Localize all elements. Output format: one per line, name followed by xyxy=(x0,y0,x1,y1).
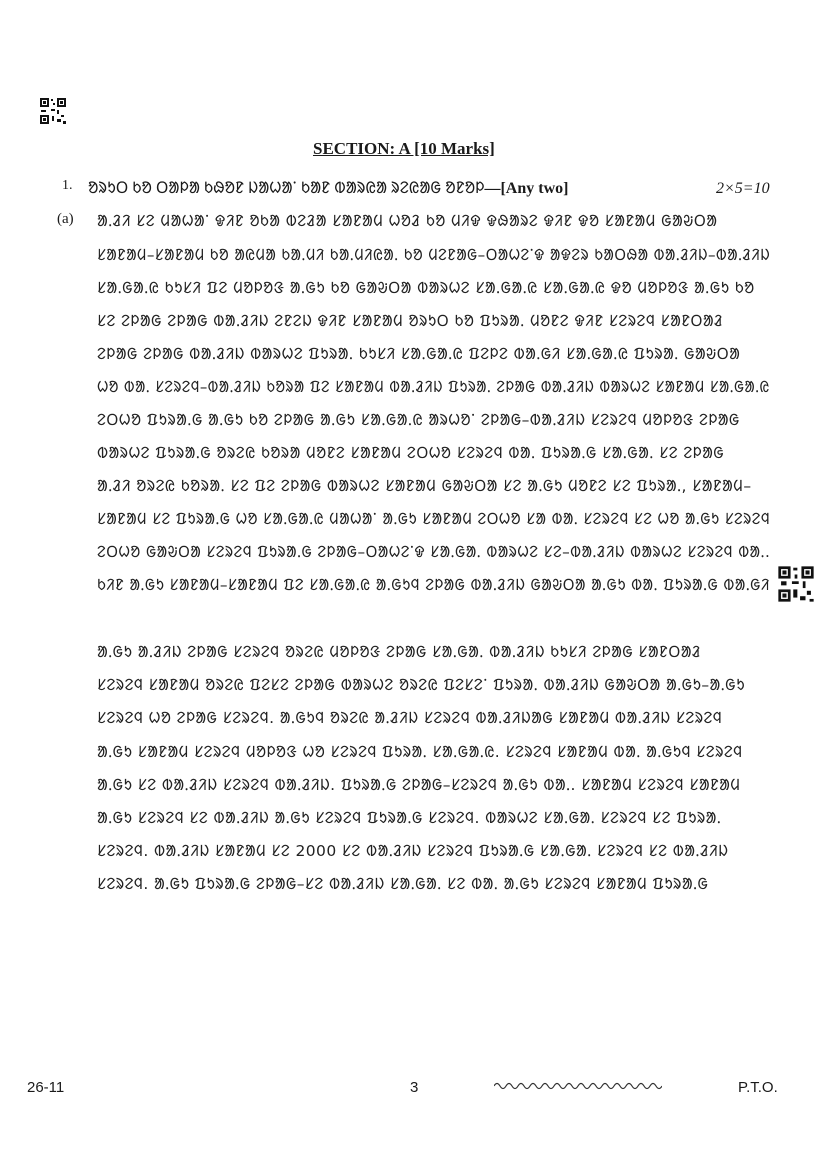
body-line: ᱥᱮᱨᱮᱧ. ᱵᱟᱹᱲᱤᱡ ᱥᱟᱱᱟᱢ ᱥᱮ 2000 ᱥᱮ ᱵᱟᱹᱲᱤᱡ ᱥᱮᱨᱮᱧ ᱯᱩᱨᱟᱹᱜ ᱥᱟᱹᱜᱟᱹ ᱥᱮᱨᱮᱧ ᱥᱮ ᱵᱟᱹᱲᱤᱡ xyxy=(97,842,729,860)
body-line: ᱟᱹᱜᱩ ᱥᱟᱱᱟᱢ ᱥᱮᱨᱮᱧ ᱢᱚᱞᱚᱝ ᱦᱚ ᱥᱮᱨᱮᱧ ᱯᱩᱨᱟᱹ ᱥᱟᱹᱜᱟᱹᱭ. ᱥᱮᱨᱮᱧ ᱥᱟᱱᱟᱢ ᱵᱟᱹ ᱟᱹᱜᱩᱧ ᱥᱮᱨᱮᱧ xyxy=(97,743,743,761)
page-number: 3 xyxy=(410,1079,419,1096)
body-line: ᱮᱞᱟᱜ ᱮᱞᱟᱜ ᱵᱟᱹᱲᱤᱡ ᱵᱟᱨᱦᱮ ᱯᱩᱨᱟᱹ ᱠᱩᱥᱤ ᱥᱟᱹᱜᱟᱹᱭ ᱯᱮᱞᱮ ᱵᱟᱹᱜᱤ ᱥᱟᱹᱜᱟᱹᱭ ᱯᱩᱨᱟᱹ ᱜᱟᱶᱛᱟ xyxy=(97,345,741,363)
body-line: ᱥᱟᱹᱜᱟᱹᱭ ᱠᱩᱥᱤ ᱯᱮ ᱢᱚᱞᱚᱝ ᱟᱹᱜᱩ ᱠᱚ ᱜᱟᱶᱛᱟ ᱵᱟᱨᱦᱮ ᱥᱟᱹᱜᱟᱹᱭ ᱥᱟᱹᱜᱟᱹᱭ ᱫᱚ ᱢᱚᱞᱚᱝ ᱟᱹᱜᱩ ᱠᱚ xyxy=(97,279,755,297)
body-line: ᱵᱟᱨᱦᱮ ᱯᱩᱨᱟᱹᱜ ᱚᱨᱮᱭ ᱠᱚᱨᱟ ᱢᱚᱱᱮ ᱥᱟᱱᱟᱢ ᱮᱛᱦᱚ ᱥᱮᱨᱮᱧ ᱵᱟᱹ ᱯᱩᱨᱟᱹᱜ ᱥᱟᱹᱜᱟᱹ ᱥᱮ ᱮᱞᱟᱜ xyxy=(97,444,725,462)
body-line: ᱟᱹᱜᱩ ᱥᱮᱨᱮᱧ ᱥᱮ ᱵᱟᱹᱲᱤᱡ ᱟᱹᱜᱩ ᱥᱮᱨᱮᱧ ᱯᱩᱨᱟᱹᱜ ᱥᱮᱨᱮᱧ. ᱵᱟᱨᱦᱮ ᱥᱟᱹᱜᱟᱹ ᱥᱮᱨᱮᱧ ᱥᱮ ᱯᱩᱨᱟᱹ xyxy=(97,809,722,827)
question-prompt-tag: —[Any two] xyxy=(484,180,569,197)
body-line: ᱥᱟᱱᱟᱢ ᱥᱮ ᱯᱩᱨᱟᱹᱜ ᱦᱚ ᱥᱟᱹᱜᱟᱹᱭ ᱢᱟᱦᱟᱸ ᱟᱹᱜᱩ ᱥᱟᱱᱟᱢ ᱮᱛᱦᱚ ᱥᱟ ᱵᱟᱹ ᱥᱮᱨᱮᱧ ᱥᱮ ᱦᱚ ᱟᱹᱜᱩ ᱥᱮᱨᱮᱧ xyxy=(97,510,771,528)
body-line: ᱟᱹᱲᱤ ᱥᱮ ᱢᱟᱦᱟᱸ ᱫᱤᱱ ᱚᱠᱟ ᱵᱮᱲᱟ ᱥᱟᱱᱟᱢ ᱦᱚᱲ ᱠᱚ ᱢᱤᱫ ᱫᱷᱟᱨᱮ ᱫᱤᱱ ᱫᱚ ᱥᱟᱱᱟᱢ ᱜᱟᱶᱛᱟ xyxy=(97,212,718,230)
body-line: ᱟᱹᱜᱩ ᱥᱮ ᱵᱟᱹᱲᱤᱡ ᱥᱮᱨᱮᱧ ᱵᱟᱹᱲᱤᱡ. ᱯᱩᱨᱟᱹᱜ ᱮᱞᱟᱜ–ᱥᱮᱨᱮᱧ ᱟᱹᱜᱩ ᱵᱟᱹ. ᱥᱟᱱᱟᱢ ᱥᱮᱨᱮᱧ ᱥᱟᱱᱟᱢ xyxy=(97,776,741,794)
body-line: ᱮᱛᱦᱚ ᱯᱩᱨᱟᱹᱜ ᱟᱹᱜᱩ ᱠᱚ ᱮᱞᱟᱜ ᱟᱹᱜᱩ ᱥᱟᱹᱜᱟᱹᱭ ᱟᱨᱦᱚᱸ ᱮᱞᱟᱜ–ᱵᱟᱹᱲᱤᱡ ᱥᱮᱨᱮᱧ ᱢᱚᱞᱚᱝ ᱮᱞᱟᱜ xyxy=(97,411,740,429)
body-line: ᱥᱟᱱᱟᱢ–ᱥᱟᱱᱟᱢ ᱠᱚ ᱟᱭᱢᱟ ᱠᱟᱹᱢᱤ ᱠᱟᱹᱢᱤᱭᱟᱹ ᱠᱚ ᱢᱮᱱᱟᱜ–ᱛᱟᱦᱮᱸᱫ ᱟᱫᱮᱨ ᱠᱟᱛᱷᱟ ᱵᱟᱹᱲᱤᱡ–ᱵᱟᱹᱲᱤᱡ xyxy=(97,246,771,264)
qr-code-icon xyxy=(39,97,67,125)
body-line: ᱟᱹᱲᱤ ᱚᱨᱮᱭ ᱠᱚᱨᱟᱹ ᱥᱮ ᱯᱮ ᱮᱞᱟᱜ ᱵᱟᱨᱦᱮ ᱥᱟᱱᱟᱢ ᱜᱟᱶᱛᱟ ᱥᱮ ᱟᱹᱜᱩ ᱢᱚᱱᱮ ᱥᱮ ᱯᱩᱨᱟᱹ, ᱥᱟᱱᱟᱢ– xyxy=(97,477,752,495)
body-line: ᱥᱮ ᱮᱞᱟᱜ ᱮᱞᱟᱜ ᱵᱟᱹᱲᱤᱡ ᱮᱱᱮᱡ ᱫᱤᱱ ᱥᱟᱱᱟᱢ ᱚᱨᱩᱛ ᱠᱚ ᱯᱩᱨᱟᱹ ᱢᱚᱱᱮ ᱫᱤᱱ ᱥᱮᱨᱮᱧ ᱥᱟᱱᱛᱟᱲ xyxy=(97,312,724,330)
part-label: (a) xyxy=(57,211,74,227)
question-marks: 2×5=10 xyxy=(716,180,770,197)
body-line: ᱥᱮᱨᱮᱧ ᱥᱟᱱᱟᱢ ᱚᱨᱮᱭ ᱯᱮᱥᱮ ᱮᱞᱟᱜ ᱵᱟᱨᱦᱮ ᱚᱨᱮᱭ ᱯᱮᱥᱮᱸ ᱯᱩᱨᱟᱹ ᱵᱟᱹᱲᱤᱡ ᱜᱟᱶᱛᱟ ᱟᱹᱜᱩ–ᱟᱹᱜᱩ xyxy=(97,676,745,694)
section-title: SECTION: A [10 Marks] xyxy=(313,139,495,158)
wavy-divider-icon xyxy=(494,1080,662,1092)
body-line: ᱥᱮᱨᱮᱧ. ᱟᱹᱜᱩ ᱯᱩᱨᱟᱹᱜ ᱮᱞᱟᱜ–ᱥᱮ ᱵᱟᱹᱲᱤᱡ ᱥᱟᱹᱜᱟᱹ ᱥᱮ ᱵᱟᱹ ᱟᱹᱜᱩ ᱥᱮᱨᱮᱧ ᱥᱟᱱᱟᱢ ᱯᱩᱨᱟᱹᱜ xyxy=(97,875,709,893)
body-line: ᱥᱮᱨᱮᱧ ᱦᱚ ᱮᱞᱟᱜ ᱥᱮᱨᱮᱧ. ᱟᱹᱜᱩᱧ ᱚᱨᱮᱭ ᱟᱹᱲᱤᱡ ᱥᱮᱨᱮᱧ ᱵᱟᱹᱲᱤᱡᱟᱜ ᱥᱟᱱᱟᱢ ᱵᱟᱹᱲᱤᱡ ᱥᱮᱨᱮᱧ xyxy=(97,709,723,727)
paper-code: 26-11 xyxy=(27,1079,65,1096)
body-line: ᱠᱤᱱ ᱟᱹᱜᱩ ᱥᱟᱱᱟᱢ–ᱥᱟᱱᱟᱢ ᱯᱮ ᱥᱟᱹᱜᱟᱹᱭ ᱟᱹᱜᱩᱧ ᱮᱞᱟᱜ ᱵᱟᱹᱲᱤᱡ ᱜᱟᱶᱛᱟ ᱟᱹᱜᱩ ᱵᱟᱹ ᱯᱩᱨᱟᱹᱜ ᱵᱟᱹᱜᱤ xyxy=(97,576,770,594)
please-turn-over: P.T.O. xyxy=(738,1079,778,1096)
body-line: ᱦᱚ ᱵᱟᱹ ᱥᱮᱨᱮᱧ–ᱵᱟᱹᱲᱤᱡ ᱠᱚᱨᱟ ᱯᱮ ᱥᱟᱱᱟᱢ ᱵᱟᱹᱲᱤᱡ ᱯᱩᱨᱟᱹ ᱮᱞᱟᱜ ᱵᱟᱹᱲᱤᱡ ᱵᱟᱨᱦᱮ ᱥᱟᱱᱟᱢ ᱥᱟᱹᱜᱟᱹᱭ xyxy=(97,378,770,396)
body-line: ᱮᱛᱦᱚ ᱜᱟᱶᱛᱟ ᱥᱮᱨᱮᱧ ᱯᱩᱨᱟᱹᱜ ᱮᱞᱟᱜ–ᱛᱟᱦᱮᱸᱫ ᱥᱟᱹᱜᱟᱹ ᱵᱟᱨᱦᱮ ᱥᱮ–ᱵᱟᱹᱲᱤᱡ ᱵᱟᱨᱦᱮ ᱥᱮᱨᱮᱧ ᱵᱟᱹ. xyxy=(97,543,771,561)
question-row xyxy=(0,176,827,200)
question-number: 1. xyxy=(62,178,73,193)
qr-code-icon xyxy=(777,565,815,603)
body-line: ᱟᱹᱜᱩ ᱟᱹᱲᱤᱡ ᱮᱞᱟᱜ ᱥᱮᱨᱮᱧ ᱚᱨᱮᱭ ᱢᱚᱞᱚᱝ ᱮᱞᱟᱜ ᱥᱟᱹᱜᱟᱹ ᱵᱟᱹᱲᱤᱡ ᱠᱩᱥᱤ ᱮᱞᱟᱜ ᱥᱟᱱᱛᱟᱲ xyxy=(97,643,702,661)
question-prompt xyxy=(88,176,568,198)
question-prompt-script: ᱚᱨᱩᱛ ᱠᱚ ᱛᱟᱞᱟ ᱠᱷᱚᱱ ᱡᱟᱦᱟᱸ ᱠᱟᱱ ᱵᱟᱨᱭᱟ ᱨᱮᱭᱟᱜ ᱚᱱᱚᱞ xyxy=(88,180,485,197)
